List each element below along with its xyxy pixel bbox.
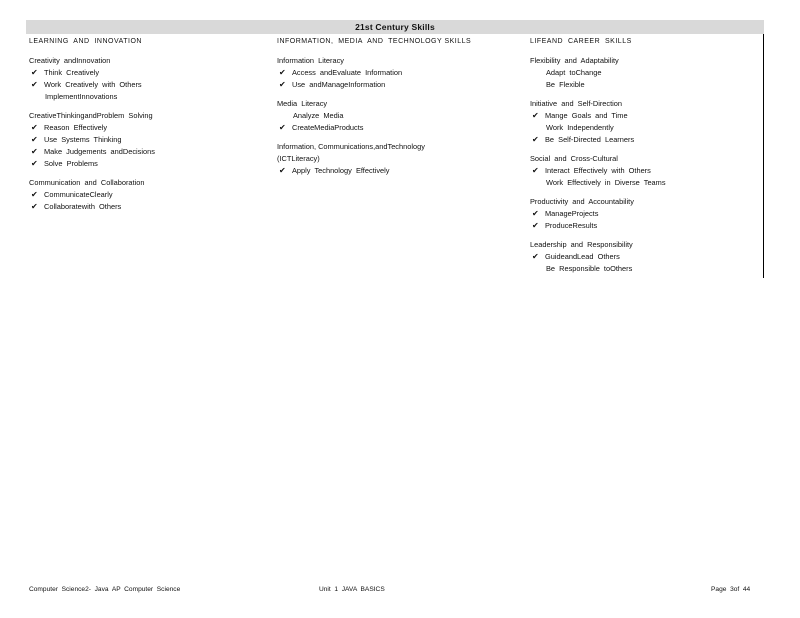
skill-group (530, 239, 760, 275)
list-item-label: Collaboratewith Others (44, 202, 122, 211)
skill-group (29, 177, 269, 213)
list-item-label: Work Creatively with Others (44, 80, 142, 89)
footer-unit: Unit 1 JAVA BASICS (319, 586, 385, 593)
page-title: 21st Century Skills (26, 20, 764, 34)
skill-group (530, 98, 760, 146)
list-item (29, 134, 269, 146)
skill-group (530, 55, 760, 91)
list-item-label: Analyze Media (293, 111, 344, 120)
list-item-label: Be Responsible toOthers (546, 264, 633, 273)
list-item (530, 251, 760, 263)
column-heading: LIFEAND CAREER SKILLS (530, 38, 632, 45)
skill-group (277, 55, 522, 91)
skill-group-title: Initiative and Self-Direction (530, 99, 623, 108)
list-item-label: ProduceResults (545, 221, 598, 230)
list-item (530, 263, 760, 275)
skill-group-title: Productivity and Accountability (530, 197, 634, 206)
skills-column (277, 36, 522, 177)
list-item (530, 79, 760, 91)
check-icon: ✔ (532, 166, 539, 175)
list-item-label: Use andManageInformation (292, 80, 386, 89)
list-item-label: Solve Problems (44, 159, 98, 168)
check-icon: ✔ (532, 111, 539, 120)
list-item (530, 110, 760, 122)
list-item (530, 134, 760, 146)
list-item (29, 158, 269, 170)
list-item (29, 146, 269, 158)
skill-group-title: Communication and Collaboration (29, 178, 145, 187)
skill-group-title: Information, Communications,andTechnology (ICTLiteracy) (277, 142, 425, 163)
list-item-label: Apply Technology Effectively (292, 166, 390, 175)
skill-group (530, 196, 760, 232)
list-item (530, 67, 760, 79)
list-item (530, 165, 760, 177)
list-item (277, 79, 522, 91)
list-item (277, 67, 522, 79)
skill-group (277, 141, 522, 177)
check-icon: ✔ (532, 252, 539, 261)
check-icon: ✔ (31, 190, 38, 199)
skill-group-title: Flexibility and Adaptability (530, 56, 619, 65)
list-item-label: CommunicateClearly (44, 190, 113, 199)
skill-group (29, 110, 269, 170)
list-item (29, 79, 269, 91)
list-item-label: Be Flexible (546, 80, 585, 89)
check-icon: ✔ (31, 147, 38, 156)
check-icon: ✔ (279, 68, 286, 77)
list-item (530, 208, 760, 220)
check-icon: ✔ (31, 80, 38, 89)
column-heading: LEARNING AND INNOVATION (29, 38, 142, 45)
list-item (29, 91, 269, 103)
skill-group (530, 153, 760, 189)
list-item (277, 110, 522, 122)
check-icon: ✔ (31, 202, 38, 211)
list-item (530, 220, 760, 232)
footer-course: Computer Science2- Java AP Computer Science (29, 586, 181, 593)
check-icon: ✔ (31, 68, 38, 77)
list-item-label: Access andEvaluate Information (292, 68, 403, 77)
check-icon: ✔ (31, 123, 38, 132)
check-icon: ✔ (532, 135, 539, 144)
list-item-label: Make Judgements andDecisions (44, 147, 155, 156)
check-icon: ✔ (532, 221, 539, 230)
list-item (277, 165, 522, 177)
list-item-label: Mange Goals and Time (545, 111, 628, 120)
footer-page: Page 3of 44 (711, 586, 751, 593)
list-item-label: Adapt toChange (546, 68, 602, 77)
check-icon: ✔ (279, 80, 286, 89)
skills-column (530, 36, 760, 275)
list-item (530, 177, 760, 189)
list-item-label: CreateMediaProducts (292, 123, 364, 132)
check-icon: ✔ (31, 135, 38, 144)
table-border (763, 34, 764, 278)
skill-group-title: Leadership and Responsibility (530, 240, 633, 249)
list-item (29, 189, 269, 201)
list-item (530, 122, 760, 134)
skill-group (29, 55, 269, 103)
skill-group-title: Social and Cross-Cultural (530, 154, 618, 163)
list-item (29, 122, 269, 134)
skill-group-title: Creativity andInnovation (29, 56, 111, 65)
skill-group (277, 98, 522, 134)
check-icon: ✔ (279, 123, 286, 132)
skill-group-title: Media Literacy (277, 99, 328, 108)
list-item-label: Work Effectively in Diverse Teams (546, 178, 666, 187)
list-item-label: Work Independently (546, 123, 614, 132)
list-item (29, 201, 269, 213)
list-item-label: ImplementInnovations (45, 92, 118, 101)
list-item-label: Think Creatively (44, 68, 100, 77)
skill-group-title: Information Literacy (277, 56, 344, 65)
check-icon: ✔ (31, 159, 38, 168)
list-item-label: Reason Effectively (44, 123, 108, 132)
list-item-label: Be Self-Directed Learners (545, 135, 635, 144)
list-item-label: ManageProjects (545, 209, 599, 218)
skills-column (29, 36, 269, 213)
check-icon: ✔ (532, 209, 539, 218)
skill-group-title: CreativeThinkingandProblem Solving (29, 111, 153, 120)
list-item-label: Use Systems Thinking (44, 135, 122, 144)
list-item (277, 122, 522, 134)
list-item-label: GuideandLead Others (545, 252, 620, 261)
list-item (29, 67, 269, 79)
list-item-label: Interact Effectively with Others (545, 166, 651, 175)
check-icon: ✔ (279, 166, 286, 175)
column-heading: INFORMATION, MEDIA AND TECHNOLOGY SKILLS (277, 38, 472, 45)
